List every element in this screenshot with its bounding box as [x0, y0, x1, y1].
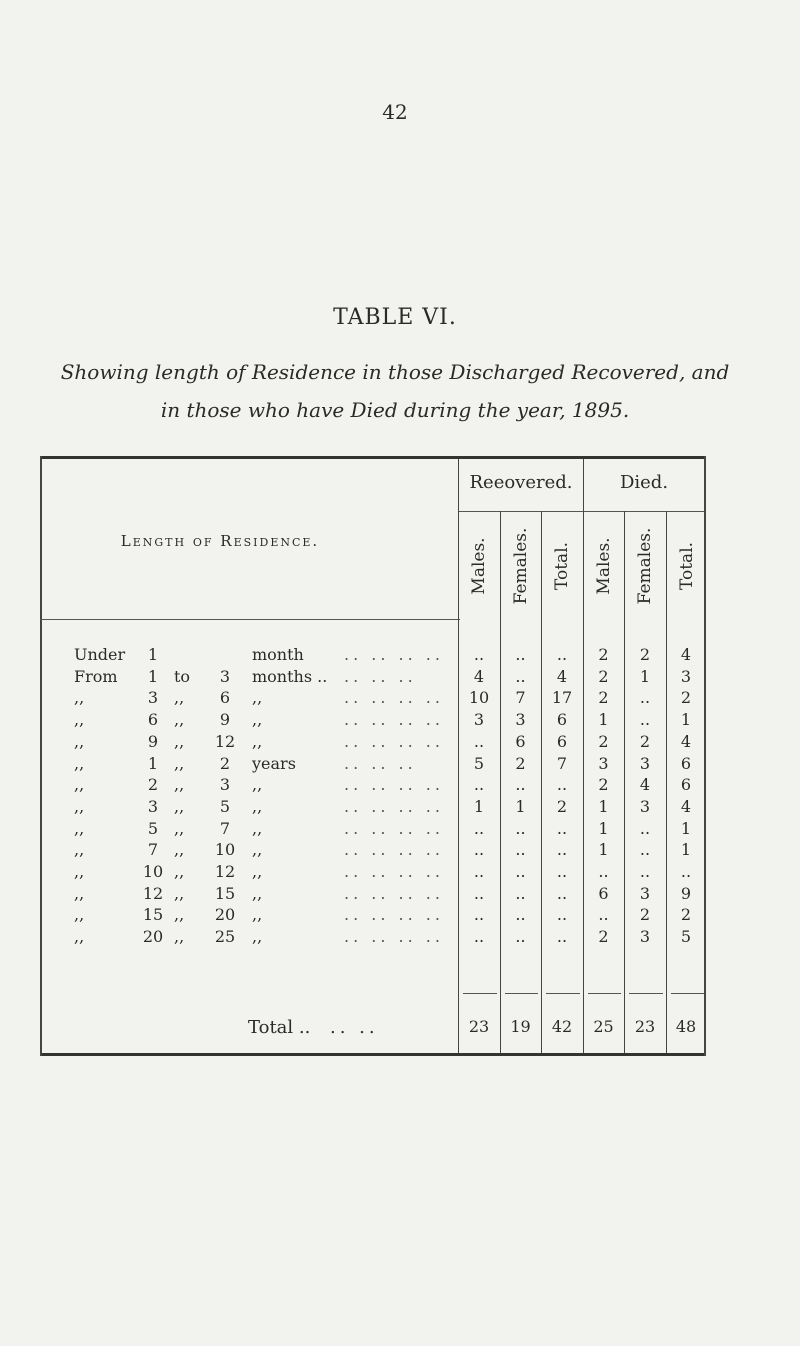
table-cell-r-t: 4: [556, 667, 568, 686]
table-cell-d-f: 4: [639, 775, 651, 794]
row-label-dots: .. .. .. ..: [344, 645, 444, 664]
table-cell-d-f: 3: [639, 754, 651, 773]
table-cell-r-f: 7: [515, 688, 526, 707]
table-cell-d-t: 4: [680, 645, 692, 664]
row-label-unit: ,,: [252, 710, 263, 729]
table-cell-r-f: 1: [515, 797, 526, 816]
row-label-dots: .. .. .. ..: [344, 688, 444, 707]
table-cell-d-f: 3: [639, 797, 651, 816]
table-cell-d-t: 6: [680, 754, 692, 773]
row-label-a: 1: [147, 645, 159, 664]
row-label-to: ,,: [174, 754, 185, 773]
table-cell-d-t: 4: [680, 797, 692, 816]
table-cell-d-m: 1: [598, 710, 609, 729]
table-top-rule: [40, 456, 706, 459]
table-cell-d-t: 9: [680, 884, 692, 903]
table-cell-d-m: ..: [598, 862, 609, 881]
row-label-unit: ,,: [252, 732, 263, 751]
row-label-kw: ,,: [74, 710, 85, 729]
table-cell-r-m: ..: [473, 862, 485, 881]
table-cell-r-t: 2: [556, 797, 568, 816]
total-rule-5: [629, 993, 663, 994]
recovered-females-header: Females.: [511, 527, 531, 605]
total-label: Total ..: [248, 1017, 311, 1038]
table-cell-d-t: 1: [680, 819, 692, 838]
row-label-to: ,,: [174, 797, 185, 816]
row-label-unit: month: [252, 645, 304, 664]
row-label-a: 15: [142, 905, 164, 924]
row-label-to: to: [174, 667, 191, 686]
header-bottom-rule: [40, 619, 460, 620]
row-label-to: ,,: [174, 862, 185, 881]
row-label-kw: ,,: [74, 819, 85, 838]
row-label-kw: From: [74, 667, 118, 686]
table-cell-r-f: ..: [515, 667, 526, 686]
table-cell-d-t: ..: [680, 862, 692, 881]
row-label-b: 3: [219, 667, 231, 686]
table-cell-d-f: 3: [639, 884, 651, 903]
row-label-dots: .. .. ..: [344, 667, 417, 686]
row-label-kw: ,,: [74, 927, 85, 946]
table-cell-d-f: 2: [639, 645, 651, 664]
row-label-b: 15: [214, 884, 236, 903]
table-cell-r-t: ..: [556, 927, 568, 946]
row-label-b: 20: [214, 905, 236, 924]
total-recovered-males: 23: [468, 1017, 490, 1036]
row-label-dots: .. .. .. ..: [344, 797, 444, 816]
table-cell-d-m: 1: [598, 840, 609, 859]
table-cell-r-t: 17: [551, 688, 573, 707]
total-rule-3: [546, 993, 580, 994]
table-cell-r-m: ..: [473, 927, 485, 946]
page-number: 42: [382, 100, 408, 124]
row-label-a: 6: [147, 710, 159, 729]
table-cell-r-m: ..: [473, 840, 485, 859]
row-label-b: 12: [214, 732, 236, 751]
table-cell-r-t: ..: [556, 905, 568, 924]
table-cell-r-m: ..: [473, 905, 485, 924]
row-label-kw: ,,: [74, 732, 85, 751]
row-label-kw: ,,: [74, 884, 85, 903]
row-label-kw: ,,: [74, 775, 85, 794]
row-label-b: 12: [214, 862, 236, 881]
table-cell-d-f: ..: [639, 840, 651, 859]
table-cell-d-m: 2: [598, 775, 609, 794]
row-label-a: 1: [147, 667, 159, 686]
table-cell-d-f: 3: [639, 927, 651, 946]
row-label-unit: ,,: [252, 862, 263, 881]
table-cell-r-f: 3: [515, 710, 526, 729]
row-label-dots: .. .. .. ..: [344, 905, 444, 924]
table-cell-r-m: 3: [473, 710, 485, 729]
table-title: TABLE VI.: [333, 305, 457, 330]
row-label-dots: .. .. .. ..: [344, 840, 444, 859]
row-label-a: 3: [147, 688, 159, 707]
table-cell-d-m: 3: [598, 754, 609, 773]
table-cell-d-m: 2: [598, 732, 609, 751]
table-cell-r-f: 6: [515, 732, 526, 751]
row-label-kw: ,,: [74, 797, 85, 816]
row-label-dots: .. .. .. ..: [344, 775, 444, 794]
row-label-unit: ,,: [252, 840, 263, 859]
table-cell-r-t: 6: [556, 732, 568, 751]
table-cell-r-f: ..: [515, 905, 526, 924]
total-rule-4: [588, 993, 621, 994]
table-cell-r-m: 1: [473, 797, 485, 816]
table-cell-r-t: ..: [556, 840, 568, 859]
table-cell-r-f: ..: [515, 645, 526, 664]
table-cell-d-f: 2: [639, 732, 651, 751]
row-label-to: ,,: [174, 927, 185, 946]
table-cell-r-f: ..: [515, 775, 526, 794]
total-recovered-total: 42: [551, 1017, 573, 1036]
table-cell-d-t: 5: [680, 927, 692, 946]
row-label-b: 3: [219, 775, 231, 794]
recovered-total-header: Total.: [552, 541, 572, 591]
row-label-kw: ,,: [74, 905, 85, 924]
table-cell-d-f: ..: [639, 862, 651, 881]
row-label-a: 2: [147, 775, 159, 794]
table-cell-r-t: 7: [556, 754, 568, 773]
table-cell-d-f: ..: [639, 688, 651, 707]
table-cell-d-t: 2: [680, 905, 692, 924]
row-label-dots: .. .. .. ..: [344, 819, 444, 838]
row-label-dots: .. .. .. ..: [344, 927, 444, 946]
row-label-dots: .. .. .. ..: [344, 710, 444, 729]
row-label-unit: years: [252, 754, 296, 773]
total-dots: .. ..: [330, 1017, 379, 1038]
row-label-kw: ,,: [74, 840, 85, 859]
row-label-unit: ,,: [252, 688, 263, 707]
row-label-dots: .. .. .. ..: [344, 732, 444, 751]
row-label-to: ,,: [174, 688, 185, 707]
table-cell-r-t: ..: [556, 819, 568, 838]
died-total-header: Total.: [677, 541, 697, 591]
table-cell-r-m: ..: [473, 819, 485, 838]
row-label-unit: ,,: [252, 797, 263, 816]
table-cell-d-t: 1: [680, 840, 692, 859]
table-cell-r-m: ..: [473, 775, 485, 794]
row-label-unit: ,,: [252, 819, 263, 838]
died-females-header: Females.: [635, 527, 655, 605]
table-cell-d-f: 2: [639, 905, 651, 924]
table-cell-r-f: ..: [515, 927, 526, 946]
row-label-a: 10: [142, 862, 164, 881]
table-cell-d-m: 2: [598, 927, 609, 946]
row-label-a: 12: [142, 884, 164, 903]
table-cell-r-f: ..: [515, 840, 526, 859]
table-cell-d-m: 2: [598, 667, 609, 686]
row-label-to: ,,: [174, 840, 185, 859]
table-cell-r-m: ..: [473, 732, 485, 751]
row-label-kw: ,,: [74, 754, 85, 773]
table-cell-r-f: ..: [515, 819, 526, 838]
table-cell-r-f: ..: [515, 884, 526, 903]
table-cell-r-m: 4: [473, 667, 485, 686]
table-cell-r-m: 5: [473, 754, 485, 773]
died-males-header: Males.: [594, 537, 614, 595]
table-cell-r-t: ..: [556, 884, 568, 903]
table-cell-r-t: ..: [556, 775, 568, 794]
table-cell-r-m: ..: [473, 884, 485, 903]
row-label-b: 2: [219, 754, 231, 773]
row-label-to: ,,: [174, 710, 185, 729]
length-of-residence-header: Length of Residence.: [120, 532, 320, 550]
recovered-males-header: Males.: [469, 537, 489, 595]
died-header: Died.: [619, 472, 669, 493]
total-rule-2: [505, 993, 538, 994]
row-label-b: 9: [219, 710, 231, 729]
row-label-a: 5: [147, 819, 159, 838]
row-label-a: 1: [147, 754, 159, 773]
total-rule-6: [671, 993, 704, 994]
table-cell-r-f: ..: [515, 862, 526, 881]
total-rule-1: [463, 993, 497, 994]
row-label-kw: ,,: [74, 862, 85, 881]
row-label-to: ,,: [174, 732, 185, 751]
row-label-kw: ,,: [74, 688, 85, 707]
table-cell-d-f: ..: [639, 819, 651, 838]
row-label-kw: Under: [74, 645, 126, 664]
table-cell-d-m: 2: [598, 688, 609, 707]
table-cell-d-m: 2: [598, 645, 609, 664]
table-cell-d-t: 2: [680, 688, 692, 707]
total-recovered-females: 19: [510, 1017, 531, 1036]
total-died-females: 23: [634, 1017, 656, 1036]
row-label-b: 6: [219, 688, 231, 707]
table-cell-d-t: 4: [680, 732, 692, 751]
row-label-unit: ,,: [252, 905, 263, 924]
row-label-unit: ,,: [252, 927, 263, 946]
table-cell-d-t: 6: [680, 775, 692, 794]
table-cell-r-m: ..: [473, 645, 485, 664]
row-label-a: 3: [147, 797, 159, 816]
table-cell-d-m: ..: [598, 905, 609, 924]
table-cell-d-m: 1: [598, 797, 609, 816]
row-label-b: 25: [214, 927, 236, 946]
table-subtitle-line-2: in those who have Died during the year, 1895.: [160, 398, 630, 422]
row-label-unit: ,,: [252, 884, 263, 903]
table-cell-r-t: ..: [556, 862, 568, 881]
recovered-header: Reeovered.: [469, 472, 573, 493]
table-cell-d-t: 1: [680, 710, 692, 729]
table-cell-d-m: 1: [598, 819, 609, 838]
row-label-a: 9: [147, 732, 159, 751]
table-cell-r-t: 6: [556, 710, 568, 729]
row-label-a: 20: [142, 927, 164, 946]
row-label-to: ,,: [174, 819, 185, 838]
table-bottom-rule: [40, 1053, 706, 1056]
table-cell-d-m: 6: [598, 884, 609, 903]
row-label-b: 5: [219, 797, 231, 816]
table-cell-r-m: 10: [468, 688, 490, 707]
row-label-to: ,,: [174, 884, 185, 903]
row-label-unit: ,,: [252, 775, 263, 794]
row-label-dots: .. .. .. ..: [344, 884, 444, 903]
row-label-to: ,,: [174, 905, 185, 924]
row-label-dots: .. .. .. ..: [344, 862, 444, 881]
row-label-b: 10: [214, 840, 236, 859]
table-subtitle-line-1: Showing length of Residence in those Discharged Recovered, and: [60, 360, 730, 384]
table-cell-r-f: 2: [515, 754, 526, 773]
row-label-unit: months ..: [252, 667, 328, 686]
total-died-total: 48: [675, 1017, 697, 1036]
row-label-b: 7: [219, 819, 231, 838]
row-label-to: ,,: [174, 775, 185, 794]
row-label-dots: .. .. ..: [344, 754, 417, 773]
row-label-a: 7: [147, 840, 159, 859]
total-died-males: 25: [593, 1017, 614, 1036]
table-cell-r-t: ..: [556, 645, 568, 664]
table-cell-d-t: 3: [680, 667, 692, 686]
header-group-rule: [458, 511, 704, 512]
table-cell-d-f: 1: [639, 667, 651, 686]
table-cell-d-f: ..: [639, 710, 651, 729]
